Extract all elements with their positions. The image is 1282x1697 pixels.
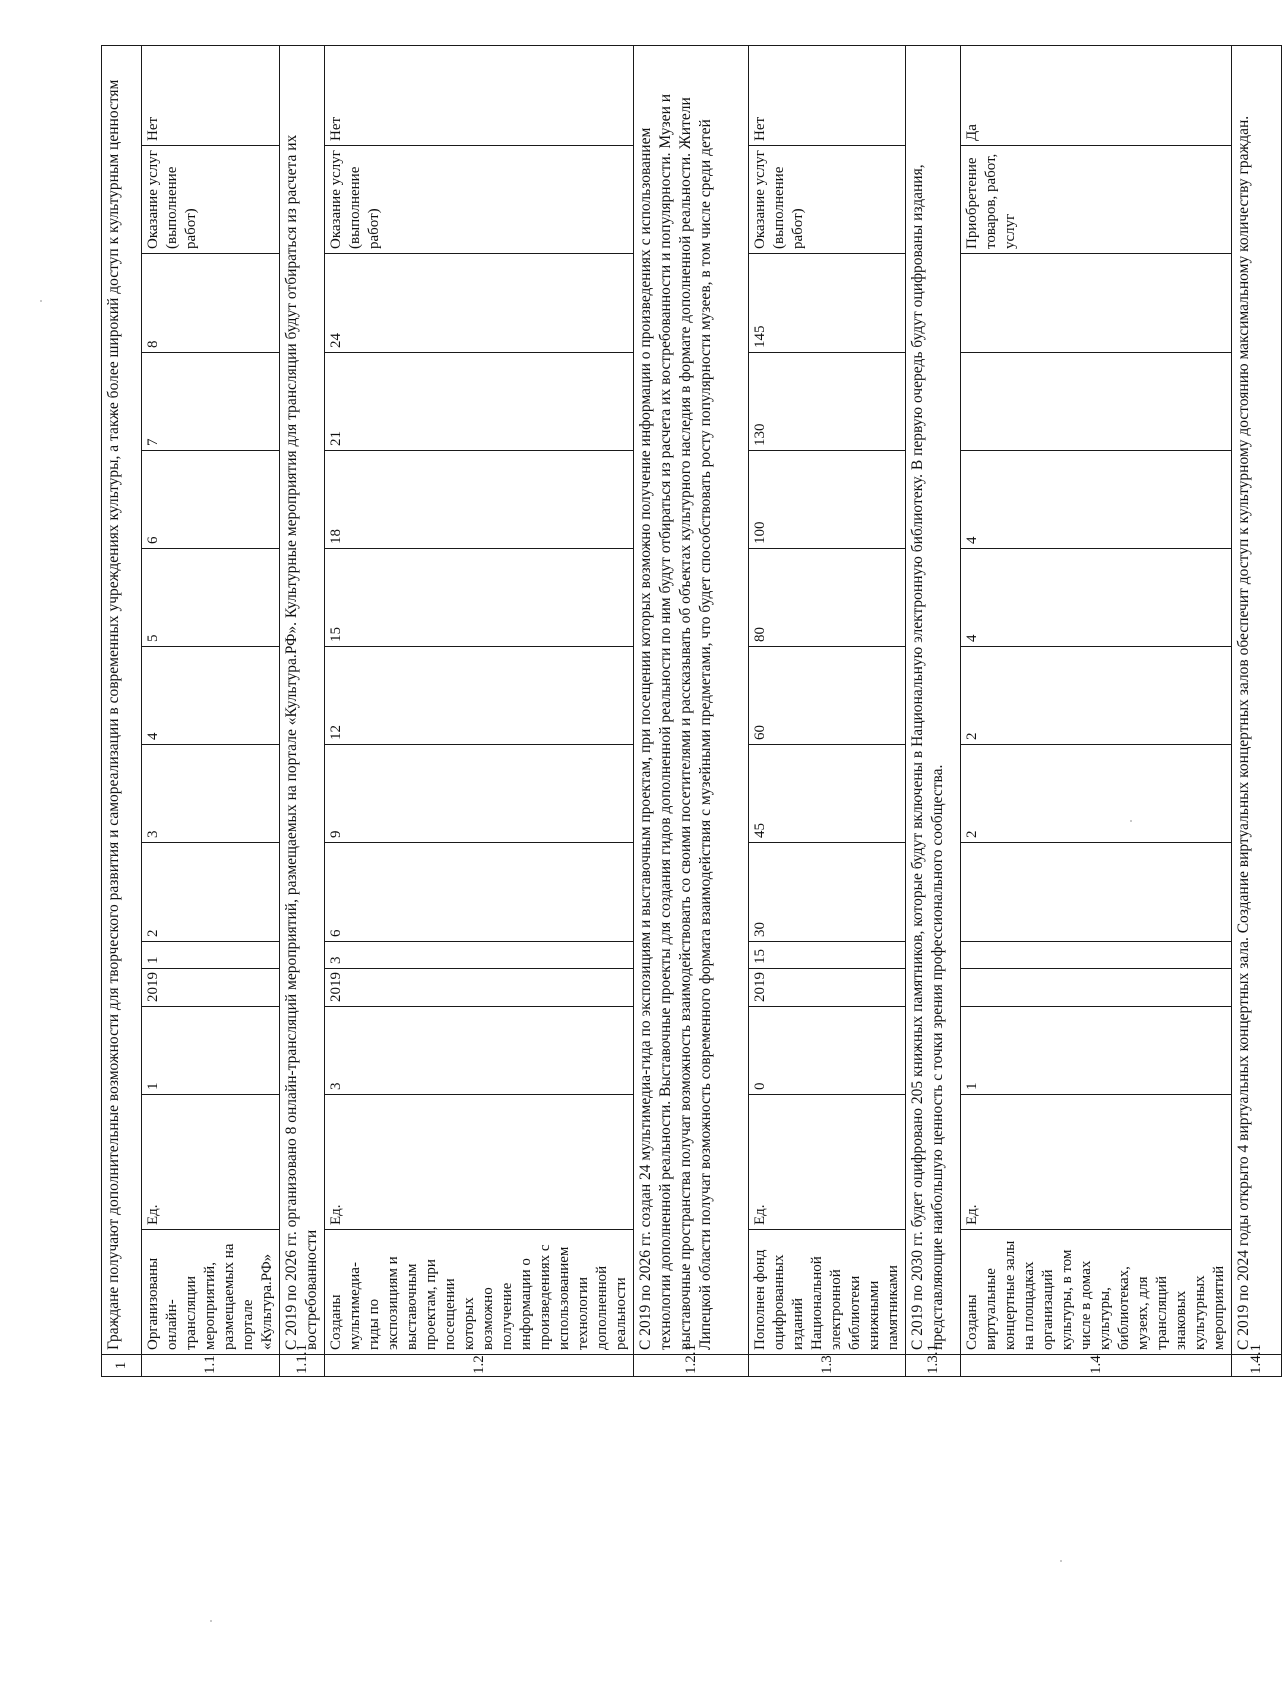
- row-value-5: 15: [325, 549, 634, 647]
- row-base-year: 2019: [325, 969, 634, 1007]
- note-text: С 2019 по 2030 гг. будет оцифровано 205 книжных памятников, которые будут включены в Национальную электронную библиотеку. В первую очередь будут оцифрованы издания, представляющие наибольшую ценность с точки зрения профессионального сообщества.: [906, 45, 961, 1354]
- row-unit: Ед.: [749, 1095, 906, 1230]
- row-unit: Ед.: [142, 1095, 280, 1230]
- note-row: [280, 45, 325, 1376]
- row-name: Созданы мультимедиа-гиды по экспозициям и выставочным проектам, при посещении которых возможно получение информации о произведениях с использованием технологии дополненной реальности: [325, 1230, 634, 1355]
- note-row: [1232, 45, 1282, 1376]
- row-number: 1.1: [142, 1355, 280, 1377]
- row-value-3: 2: [961, 745, 1232, 843]
- row-type: Приобретение товаров, работ, услуг: [961, 146, 1232, 254]
- row-value-6: 18: [325, 451, 634, 549]
- row-value-6: 6: [142, 451, 280, 549]
- scan-speck: [210, 1620, 212, 1622]
- row-value-6: 100: [749, 451, 906, 549]
- table-row: [749, 45, 906, 1376]
- row-value-4: 60: [749, 647, 906, 745]
- row-value-3: 9: [325, 745, 634, 843]
- row-value-7: 130: [749, 353, 906, 451]
- row-value-7: 7: [142, 353, 280, 451]
- note-number: 1.1.1: [280, 1355, 325, 1377]
- row-type: Оказание услуг (выполнение работ): [142, 146, 280, 254]
- row-value-2: 2: [142, 843, 280, 942]
- row-value-2: 30: [749, 843, 906, 942]
- row-base-value: 3: [325, 1007, 634, 1095]
- rotated-table-sheet: [101, 52, 1264, 1377]
- section-title: Граждане получают дополнительные возможности для творческого развития и самореализации в современных учреждениях культуры, а также более широкий доступ к культурным ценностям: [102, 45, 142, 1354]
- note-number: 1.3.1: [906, 1355, 961, 1377]
- row-number: 1.4: [961, 1355, 1232, 1377]
- row-value-4: 2: [961, 647, 1232, 745]
- row-value-5: 4: [961, 549, 1232, 647]
- row-base-value: 1: [961, 1007, 1232, 1095]
- scan-speck: [40, 300, 42, 302]
- row-flag: Нет: [325, 45, 634, 145]
- row-flag: Нет: [749, 45, 906, 145]
- row-value-1: [961, 942, 1232, 969]
- row-value-5: 5: [142, 549, 280, 647]
- results-table: [101, 45, 1282, 1377]
- scan-speck: [1060, 1560, 1062, 1562]
- table-row: [961, 45, 1232, 1376]
- table-row: [325, 45, 634, 1376]
- row-type: Оказание услуг (выполнение работ): [749, 146, 906, 254]
- row-value-3: 3: [142, 745, 280, 843]
- row-value-4: 12: [325, 647, 634, 745]
- row-name: Пополнен фонд оцифрованных изданий Национальной электронной библиотеки книжными памятниками: [749, 1230, 906, 1355]
- table-row: [142, 45, 280, 1376]
- row-value-8: [961, 254, 1232, 353]
- note-text: С 2019 по 2024 годы открыто 4 виртуальных концертных зала. Создание виртуальных концертных залов обеспечит доступ к культурному достоянию максимальному количеству граждан.: [1232, 45, 1282, 1354]
- row-value-6: 4: [961, 451, 1232, 549]
- note-number: 1.4.1: [1232, 1355, 1282, 1377]
- row-value-1: 1: [142, 942, 280, 969]
- note-number: 1.2.1: [634, 1355, 749, 1377]
- section-row: [102, 45, 142, 1376]
- row-name: Организованы онлайн-трансляции мероприятий, размещаемых на портале «Культура.РФ»: [142, 1230, 280, 1355]
- row-base-year: 2019: [142, 969, 280, 1007]
- row-base-value: 0: [749, 1007, 906, 1095]
- section-number: 1: [102, 1355, 142, 1377]
- row-value-8: 24: [325, 254, 634, 353]
- row-flag: Да: [961, 45, 1232, 145]
- row-base-year: 2019: [749, 969, 906, 1007]
- row-value-7: [961, 353, 1232, 451]
- row-base-value: 1: [142, 1007, 280, 1095]
- row-value-2: [961, 843, 1232, 942]
- row-value-1: 15: [749, 942, 906, 969]
- row-number: 1.2: [325, 1355, 634, 1377]
- row-flag: Нет: [142, 45, 280, 145]
- row-unit: Ед.: [961, 1095, 1232, 1230]
- row-value-8: 8: [142, 254, 280, 353]
- scan-speck: [1130, 820, 1132, 822]
- row-base-year: [961, 969, 1232, 1007]
- note-text: С 2019 по 2026 гг. организовано 8 онлайн-трансляций мероприятий, размещаемых на портале «Культура.РФ». Культурные мероприятия для трансляции будут отбираться из расчета их востребованности: [280, 45, 325, 1354]
- note-text: С 2019 по 2026 гг. создан 24 мультимедиа-гида по экспозициям и выставочным проектам, при посещении которых возможно получение информации о произведениях с использованием технологии дополненной реальности. Выставочные проекты для создания гидов дополненной реальности по ним будут отбираться из расчета их востребованности и популярности. Музеи и выставочные пространства получат возможность взаимодействовать со своими посетителями и рассказывать об объектах культурного наследия в формате дополненной реальности. Жители Липецкой области получат возможность современного формата взаимодействия с музейными предметами, что будет способствовать росту популярности музеев, в том числе среди детей: [634, 45, 749, 1354]
- row-value-5: 80: [749, 549, 906, 647]
- row-name: Созданы виртуальные концертные залы на площадках организаций культуры, в том числе в домах культуры, библиотеках, музеях, для трансляций знаковых культурных мероприятий: [961, 1230, 1232, 1355]
- note-row: [906, 45, 961, 1376]
- note-row: [634, 45, 749, 1376]
- row-type: Оказание услуг (выполнение работ): [325, 146, 634, 254]
- row-value-3: 45: [749, 745, 906, 843]
- row-value-2: 6: [325, 843, 634, 942]
- row-value-7: 21: [325, 353, 634, 451]
- row-value-8: 145: [749, 254, 906, 353]
- row-value-4: 4: [142, 647, 280, 745]
- row-unit: Ед.: [325, 1095, 634, 1230]
- row-value-1: 3: [325, 942, 634, 969]
- row-number: 1.3: [749, 1355, 906, 1377]
